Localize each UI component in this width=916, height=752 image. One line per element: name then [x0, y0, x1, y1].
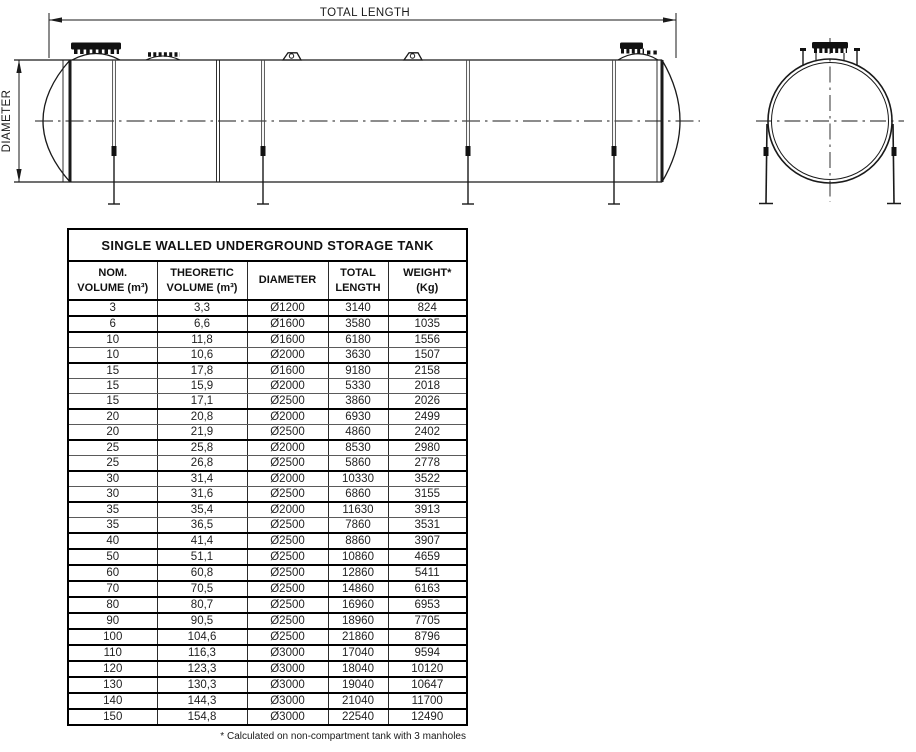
table-cell-vol: 130,3 [157, 677, 247, 693]
table-cell-dia: Ø3000 [247, 709, 328, 725]
table-cell-len: 18960 [328, 613, 388, 629]
dimension-total-length [49, 7, 676, 58]
table-cell-vol: 36,5 [157, 518, 247, 534]
table-cell-vol: 20,8 [157, 409, 247, 425]
table-cell-wt: 1556 [388, 332, 467, 348]
table-cell-dia: Ø2500 [247, 613, 328, 629]
table-row [68, 456, 467, 472]
table-row [68, 425, 467, 441]
table-cell-dia: Ø1600 [247, 332, 328, 348]
table-cell-len: 8860 [328, 533, 388, 549]
table-cell-nom: 35 [68, 518, 157, 534]
table-cell-vol: 17,8 [157, 363, 247, 379]
tank-end-view [756, 38, 904, 204]
table-row [68, 693, 467, 709]
table-cell-vol: 31,6 [157, 487, 247, 503]
table-row [68, 409, 467, 425]
table-cell-wt: 2158 [388, 363, 467, 379]
table-cell-vol: 104,6 [157, 629, 247, 645]
table-cell-dia: Ø1600 [247, 363, 328, 379]
table-cell-dia: Ø2000 [247, 502, 328, 518]
table-cell-nom: 25 [68, 440, 157, 456]
table-row [68, 549, 467, 565]
table-cell-len: 22540 [328, 709, 388, 725]
table-cell-len: 3580 [328, 316, 388, 332]
table-cell-wt: 3907 [388, 533, 467, 549]
table-row [68, 363, 467, 379]
table-title: SINGLE WALLED UNDERGROUND STORAGE TANK [68, 229, 467, 261]
table-cell-dia: Ø2000 [247, 379, 328, 394]
col-header-weight: WEIGHT* (Kg) [388, 261, 467, 300]
table-cell-dia: Ø2500 [247, 597, 328, 613]
table-cell-nom: 110 [68, 645, 157, 661]
table-cell-dia: Ø2500 [247, 565, 328, 581]
table-cell-vol: 123,3 [157, 661, 247, 677]
table-cell-len: 18040 [328, 661, 388, 677]
table-cell-len: 9180 [328, 363, 388, 379]
table-row [68, 581, 467, 597]
table-row [68, 316, 467, 332]
table-cell-vol: 17,1 [157, 394, 247, 410]
table-cell-dia: Ø1600 [247, 316, 328, 332]
table-cell-vol: 154,8 [157, 709, 247, 725]
anchor-leg [887, 124, 901, 204]
table-cell-dia: Ø2500 [247, 549, 328, 565]
table-cell-nom: 15 [68, 394, 157, 410]
table-cell-dia: Ø2000 [247, 471, 328, 487]
tank-spec-table [67, 228, 468, 726]
table-cell-dia: Ø2000 [247, 440, 328, 456]
table-cell-nom: 25 [68, 456, 157, 472]
table-row [68, 597, 467, 613]
table-cell-wt: 5411 [388, 565, 467, 581]
tank-technical-drawing [0, 0, 916, 226]
table-cell-nom: 90 [68, 613, 157, 629]
table-cell-len: 10860 [328, 549, 388, 565]
table-cell-vol: 90,5 [157, 613, 247, 629]
table-cell-vol: 70,5 [157, 581, 247, 597]
table-cell-len: 5330 [328, 379, 388, 394]
table-cell-nom: 10 [68, 348, 157, 364]
table-cell-vol: 144,3 [157, 693, 247, 709]
table-cell-wt: 2499 [388, 409, 467, 425]
table-cell-wt: 9594 [388, 645, 467, 661]
lifting-lug-icon [283, 53, 301, 60]
table-cell-dia: Ø2000 [247, 348, 328, 364]
table-cell-wt: 3531 [388, 518, 467, 534]
table-row [68, 394, 467, 410]
table-cell-nom: 15 [68, 379, 157, 394]
table-cell-dia: Ø2000 [247, 409, 328, 425]
table-cell-vol: 116,3 [157, 645, 247, 661]
table-cell-vol: 35,4 [157, 502, 247, 518]
table-cell-vol: 41,4 [157, 533, 247, 549]
table-cell-dia: Ø2500 [247, 518, 328, 534]
table-cell-wt: 824 [388, 300, 467, 316]
table-cell-dia: Ø3000 [247, 677, 328, 693]
table-cell-nom: 40 [68, 533, 157, 549]
table-cell-nom: 15 [68, 363, 157, 379]
table-cell-nom: 20 [68, 425, 157, 441]
table-cell-wt: 10120 [388, 661, 467, 677]
col-header-nom-volume: NOM. VOLUME (m³) [68, 261, 157, 300]
table-row [68, 518, 467, 534]
table-row [68, 332, 467, 348]
table-row [68, 661, 467, 677]
col-header-theoretic-volume: THEORETIC VOLUME (m³) [157, 261, 247, 300]
table-row [68, 440, 467, 456]
table-cell-wt: 6163 [388, 581, 467, 597]
table-cell-dia: Ø3000 [247, 661, 328, 677]
table-body [68, 300, 467, 725]
table-cell-nom: 3 [68, 300, 157, 316]
table-header-row [68, 261, 467, 300]
tank-side-view [14, 43, 700, 205]
table-cell-wt: 4659 [388, 549, 467, 565]
table-cell-wt: 6953 [388, 597, 467, 613]
table-cell-vol: 31,4 [157, 471, 247, 487]
table-row [68, 613, 467, 629]
table-row [68, 300, 467, 316]
nozzle-flange-icon [146, 55, 180, 61]
table-row [68, 677, 467, 693]
manhole-icon [812, 42, 848, 60]
table-cell-nom: 130 [68, 677, 157, 693]
table-cell-dia: Ø2500 [247, 456, 328, 472]
table-cell-wt: 10647 [388, 677, 467, 693]
table-title-row [68, 229, 467, 261]
table-cell-len: 11630 [328, 502, 388, 518]
table-cell-len: 8530 [328, 440, 388, 456]
table-cell-len: 21860 [328, 629, 388, 645]
table-row [68, 565, 467, 581]
table-cell-vol: 51,1 [157, 549, 247, 565]
table-cell-nom: 120 [68, 661, 157, 677]
table-cell-nom: 100 [68, 629, 157, 645]
table-cell-wt: 1507 [388, 348, 467, 364]
table-cell-dia: Ø2500 [247, 581, 328, 597]
table-cell-vol: 25,8 [157, 440, 247, 456]
table-cell-wt: 2778 [388, 456, 467, 472]
table-cell-dia: Ø3000 [247, 693, 328, 709]
table-cell-len: 6860 [328, 487, 388, 503]
table-cell-vol: 21,9 [157, 425, 247, 441]
table-cell-len: 5860 [328, 456, 388, 472]
table-cell-vol: 3,3 [157, 300, 247, 316]
table-cell-nom: 10 [68, 332, 157, 348]
table-row [68, 487, 467, 503]
table-cell-len: 3140 [328, 300, 388, 316]
table-cell-wt: 2980 [388, 440, 467, 456]
table-cell-len: 6930 [328, 409, 388, 425]
table-cell-len: 4860 [328, 425, 388, 441]
table-cell-wt: 7705 [388, 613, 467, 629]
table-row [68, 645, 467, 661]
table-footnote: * Calculated on non-compartment tank with 3 manholes [220, 731, 466, 742]
table-cell-vol: 10,6 [157, 348, 247, 364]
table-cell-len: 21040 [328, 693, 388, 709]
anchor-leg [759, 124, 773, 204]
table-cell-len: 7860 [328, 518, 388, 534]
table-cell-nom: 30 [68, 471, 157, 487]
table-cell-nom: 80 [68, 597, 157, 613]
table-cell-nom: 50 [68, 549, 157, 565]
table-row [68, 629, 467, 645]
table-cell-len: 17040 [328, 645, 388, 661]
diameter-label: DIAMETER [1, 89, 13, 153]
table-cell-wt: 3522 [388, 471, 467, 487]
table-cell-vol: 80,7 [157, 597, 247, 613]
table-cell-wt: 3913 [388, 502, 467, 518]
table-cell-nom: 20 [68, 409, 157, 425]
total-length-label: TOTAL LENGTH [319, 7, 411, 19]
table-cell-vol: 11,8 [157, 332, 247, 348]
table-cell-dia: Ø2500 [247, 394, 328, 410]
table-row [68, 379, 467, 394]
table-cell-nom: 35 [68, 502, 157, 518]
table-cell-wt: 2018 [388, 379, 467, 394]
table-cell-wt: 12490 [388, 709, 467, 725]
table-cell-dia: Ø2500 [247, 533, 328, 549]
table-cell-dia: Ø1200 [247, 300, 328, 316]
table-cell-vol: 15,9 [157, 379, 247, 394]
table-row [68, 709, 467, 725]
table-cell-nom: 60 [68, 565, 157, 581]
table-cell-vol: 60,8 [157, 565, 247, 581]
table-cell-wt: 8796 [388, 629, 467, 645]
table-cell-dia: Ø3000 [247, 645, 328, 661]
table-cell-len: 3630 [328, 348, 388, 364]
dimension-diameter [1, 60, 22, 182]
table-cell-len: 10330 [328, 471, 388, 487]
table-row [68, 348, 467, 364]
table-cell-nom: 140 [68, 693, 157, 709]
table-row [68, 502, 467, 518]
table-cell-nom: 30 [68, 487, 157, 503]
table-cell-vol: 6,6 [157, 316, 247, 332]
table-cell-dia: Ø2500 [247, 425, 328, 441]
table-cell-len: 6180 [328, 332, 388, 348]
table-cell-wt: 2026 [388, 394, 467, 410]
manhole-icon [71, 43, 121, 61]
table-cell-len: 16960 [328, 597, 388, 613]
table-cell-wt: 2402 [388, 425, 467, 441]
manhole-icon [618, 43, 659, 61]
table-cell-wt: 11700 [388, 693, 467, 709]
table-cell-dia: Ø2500 [247, 487, 328, 503]
table-cell-vol: 26,8 [157, 456, 247, 472]
col-header-diameter: DIAMETER [247, 261, 328, 300]
table-cell-nom: 150 [68, 709, 157, 725]
table-cell-len: 14860 [328, 581, 388, 597]
lifting-lug-icon [404, 53, 422, 60]
table-row [68, 533, 467, 549]
table-cell-len: 12860 [328, 565, 388, 581]
table-cell-nom: 6 [68, 316, 157, 332]
table-row [68, 471, 467, 487]
table-cell-nom: 70 [68, 581, 157, 597]
table-cell-wt: 3155 [388, 487, 467, 503]
table-cell-len: 19040 [328, 677, 388, 693]
table-cell-len: 3860 [328, 394, 388, 410]
table-cell-wt: 1035 [388, 316, 467, 332]
col-header-total-length: TOTAL LENGTH [328, 261, 388, 300]
table-cell-dia: Ø2500 [247, 629, 328, 645]
